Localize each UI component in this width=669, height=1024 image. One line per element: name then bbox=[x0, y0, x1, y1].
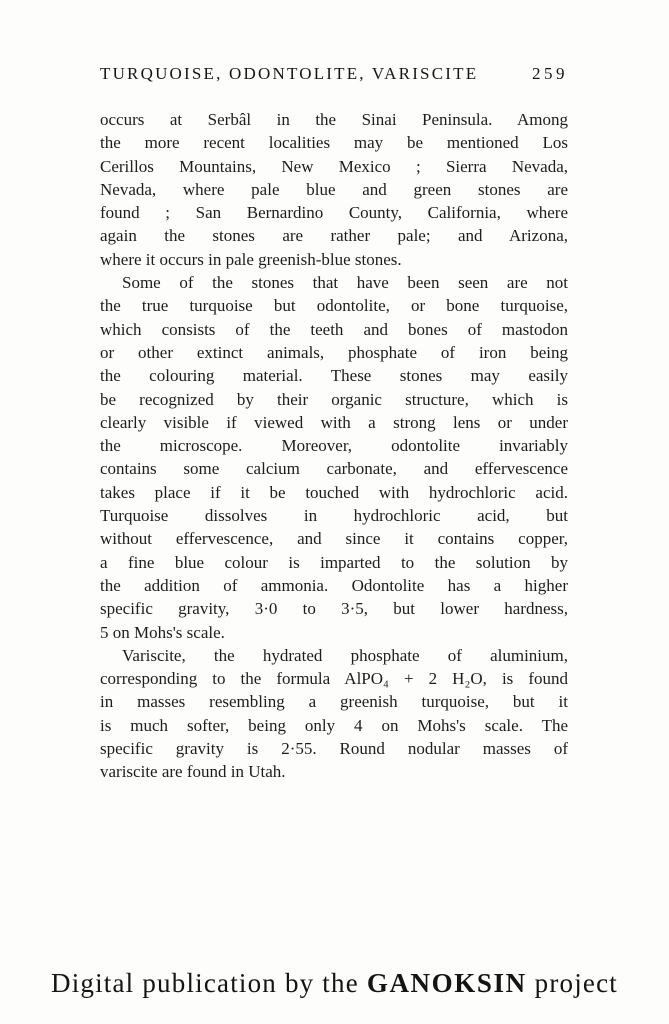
text-line: the true turquoise but odontolite, or bone turquoise, bbox=[100, 296, 568, 316]
publication-footer bbox=[0, 968, 669, 999]
text-line: the colouring material. These stones may easily bbox=[100, 366, 568, 386]
text-line: Variscite, the hydrated phosphate of aluminium, bbox=[122, 645, 568, 665]
text-line: without effervescence, and since it contains copper, bbox=[100, 529, 568, 549]
text-line: found ; San Bernardino County, California, where bbox=[100, 203, 568, 223]
text-line: specific gravity is 2·55. Round nodular masses of bbox=[100, 739, 568, 759]
page-body-text bbox=[100, 108, 568, 784]
running-title: TURQUOISE, ODONTOLITE, VARISCITE bbox=[100, 64, 479, 83]
text-line: occurs at Serbâl in the Sinai Peninsula. Among bbox=[100, 110, 568, 129]
page-number: 259 bbox=[532, 64, 568, 83]
text-line: clearly visible if viewed with a strong lens or under bbox=[100, 412, 568, 432]
text-line: Some of the stones that have been seen are not bbox=[122, 273, 568, 293]
text-line: specific gravity, 3·0 to 3·5, but lower hardness, bbox=[100, 599, 568, 619]
text-line: corresponding to the formula AlPO₄ + 2 H₂O, is found bbox=[100, 669, 568, 689]
text-line: variscite are found in Utah. bbox=[100, 762, 286, 782]
text-line: 5 on Mohs's scale. bbox=[100, 622, 225, 642]
text-line: or other extinct animals, phosphate of iron being bbox=[100, 342, 568, 362]
text-line: Nevada, where pale blue and green stones are bbox=[100, 179, 568, 199]
text-line: be recognized by their organic structure, which is bbox=[100, 389, 568, 409]
text-line: is much softer, being only 4 on Mohs's scale. The bbox=[100, 715, 568, 735]
text-line: Cerillos Mountains, New Mexico ; Sierra Nevada, bbox=[100, 156, 568, 176]
text-line: the more recent localities may be mentioned Los bbox=[100, 133, 568, 153]
text-line: which consists of the teeth and bones of mastodon bbox=[100, 319, 568, 339]
running-header bbox=[100, 64, 568, 84]
text-line: contains some calcium carbonate, and effervescence bbox=[100, 459, 568, 479]
footer-text-prefix: Digital publication by the bbox=[51, 968, 367, 998]
text-line: again the stones are rather pale; and Arizona, bbox=[100, 226, 568, 246]
text-line: where it occurs in pale greenish-blue stones. bbox=[100, 249, 402, 269]
footer-brand: GANOKSIN bbox=[366, 968, 527, 998]
text-line: Turquoise dissolves in hydrochloric acid, but bbox=[100, 506, 568, 526]
text-line: the addition of ammonia. Odontolite has a higher bbox=[100, 575, 568, 595]
text-line: the microscope. Moreover, odontolite invariably bbox=[100, 436, 568, 456]
text-line: a fine blue colour is imparted to the solution by bbox=[100, 552, 568, 572]
footer-text-suffix: project bbox=[526, 968, 618, 998]
text-line: takes place if it be touched with hydrochloric acid. bbox=[100, 482, 568, 502]
text-line: in masses resembling a greenish turquoise, but it bbox=[100, 692, 568, 712]
